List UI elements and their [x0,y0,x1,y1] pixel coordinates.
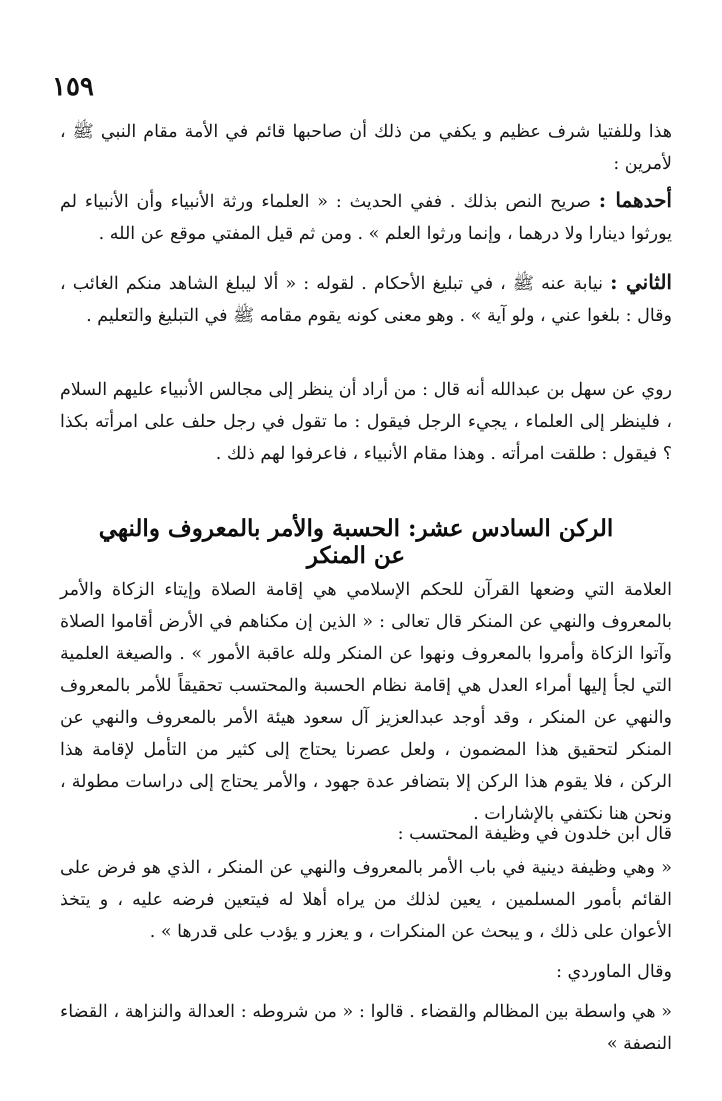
first-reason-text: صريح النص بذلك . ففي الحديث : « العلماء ورثة الأنبياء وأن الأنبياء لم يورثوا دينارا ولا درهما ، وإنما ورثوا العلم » . ومن ثم قيل المفتي موقع عن الله . [60,192,672,244]
second-reason-lead: الثاني : [610,270,672,294]
section-paragraph-2 [60,818,672,850]
intro-text: هذا وللفتيا شرف عظيم و يكفي من ذلك أن صاحبها قائم في الأمة مقام النبي ﷺ ، لأمرين : [60,122,672,174]
intro-paragraph [60,116,672,180]
second-reason-paragraph [60,266,672,332]
section-paragraph-4 [60,956,672,988]
first-reason-lead: أحدهما : [598,188,672,212]
section-text-2: قال ابن خلدون في وظيفة المحتسب : [397,824,672,844]
section-text-5: « هي واسطة بين المظالم والقضاء . قالوا : « من شروطه : العدالة والنزاهة ، القضاء النصفة » [60,1002,672,1054]
section-paragraph-3 [60,852,672,948]
page-number: ١٥٩ [52,72,94,102]
second-reason-text: نيابة عنه ﷺ ، في تبليغ الأحكام . لقوله : « ألا ليبلغ الشاهد منكم الغائب ، وقال : بلغوا عني ، ولو آية » . وهو معنى كونه يقوم مقامه ﷺ في التبليغ والتعليم . [60,274,672,326]
narration-paragraph [60,374,672,470]
section-heading: الركن السادس عشر: الحسبة والأمر بالمعروف والنهي عن المنكر [98,515,614,569]
first-reason-paragraph [60,184,672,250]
section-text-3: « وهي وظيفة دينية في باب الأمر بالمعروف والنهي عن المنكر ، الذي هو فرض على القائم بأمور المسلمين ، يعين لذلك من يراه أهلا له فيتعين فرضه عليه ، و يتخذ الأعوان على ذلك ، و يبحث عن المنكرات ، و يعزر و يؤدب على قدرها » . [60,858,672,942]
section-text-1: العلامة التي وضعها القرآن للحكم الإسلامي هي إقامة الصلاة وإيتاء الزكاة والأمر بالمعروف والنهي عن المنكر قال تعالى : « الذين إن مكناهم في الأرض أقاموا الصلاة وآتوا الزكاة وأمروا بالمعروف ونهوا عن المنكر ولله عاقبة الأمور » . والصيغة العلمية التي لجأ إليها أمراء العدل هي إقامة نظام الحسبة والمحتسب تحقيقاً للأمر بالمعروف والنهي عن المنكر ، وقد أوجد عبدالعزيز آل سعود هيئة الأمر بالمعروف والنهي عن المنكر لتحقيق هذا المضمون ، ولعل عصرنا يحتاج إلى كثير من التأمل لإقامة هذا الركن ، فلا يقوم هذا الركن إلا بتضافر عدة جهود ، والأمر يحتاج إلى دراسات مطولة ، ونحن هنا نكتفي بالإشارات . [60,580,672,824]
section-paragraph-1 [60,574,672,830]
section-paragraph-5 [60,996,672,1060]
section-text-4: وقال الماوردي : [556,962,672,982]
narration-text: روي عن سهل بن عبدالله أنه قال : من أراد أن ينظر إلى مجالس الأنبياء عليهم السلام ، فلينظر إلى العلماء ، يجيء الرجل فيقول : ما تقول في رجل حلف على امرأته بكذا ؟ فيقول : طلقت امرأته . وهذا مقام الأنبياء ، فاعرفوا لهم ذلك . [60,380,672,464]
